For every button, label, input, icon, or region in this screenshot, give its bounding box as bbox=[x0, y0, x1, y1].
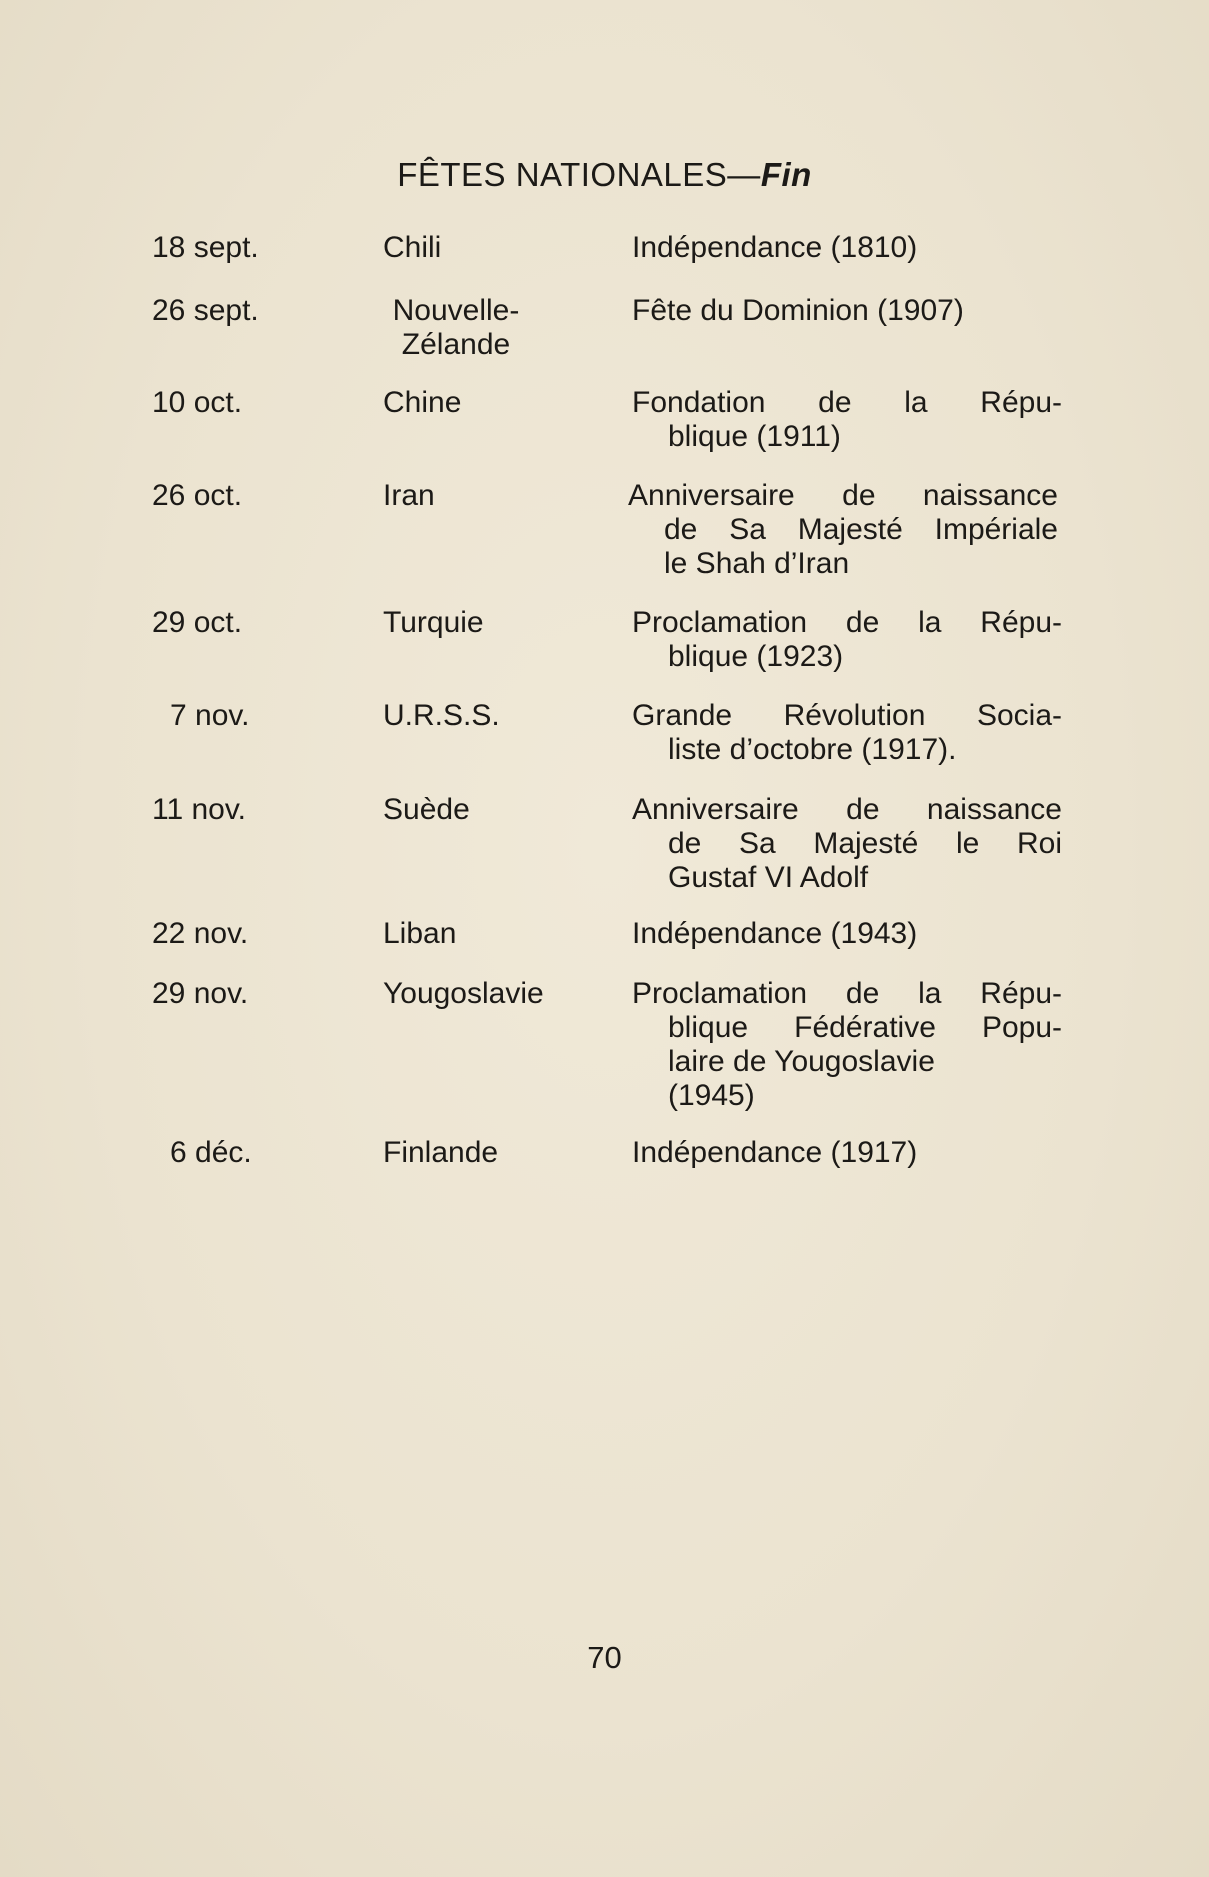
row-event bbox=[632, 1136, 1062, 1170]
event-line: Fondation de la Répu- bbox=[632, 386, 1062, 419]
event-line: de Sa Majesté Impériale bbox=[664, 513, 1058, 546]
row-date: 18 sept. bbox=[152, 231, 259, 264]
event-line: liste d’octobre (1917). bbox=[668, 733, 957, 766]
row-country: Chine bbox=[383, 386, 462, 419]
row-date: 29 oct. bbox=[152, 606, 243, 639]
event-line: Gustaf VI Adolf bbox=[668, 861, 869, 894]
event-line: Proclamation de la Répu- bbox=[632, 606, 1062, 639]
row-date: 7 nov. bbox=[170, 699, 250, 732]
row-event bbox=[632, 606, 1062, 674]
event-line: Indépendance (1810) bbox=[632, 231, 918, 264]
row-date: 6 déc. bbox=[170, 1136, 252, 1169]
page-title bbox=[0, 156, 1209, 194]
row-country: Suède bbox=[383, 793, 470, 826]
event-line: de Sa Majesté le Roi bbox=[668, 827, 1062, 860]
row-country: Yougoslavie bbox=[383, 977, 544, 1010]
page-title-main: FÊTES NATIONALES— bbox=[397, 156, 761, 193]
row-country: Nouvelle- Zélande bbox=[392, 294, 520, 361]
row-event bbox=[632, 977, 1062, 1113]
row-date: 11 nov. bbox=[152, 793, 246, 826]
row-event bbox=[632, 231, 1062, 265]
row-date: 29 nov. bbox=[152, 977, 249, 1010]
event-line: blique (1923) bbox=[668, 640, 844, 673]
row-country: Iran bbox=[383, 479, 435, 512]
event-line: Fête du Dominion (1907) bbox=[632, 294, 964, 327]
event-line: Anniversaire de naissance bbox=[628, 479, 1058, 512]
event-line: laire de Yougoslavie bbox=[668, 1045, 935, 1078]
row-event bbox=[632, 386, 1062, 454]
row-event bbox=[632, 917, 1062, 951]
row-event bbox=[632, 294, 1062, 328]
event-line: (1945) bbox=[668, 1079, 755, 1112]
row-date: 22 nov. bbox=[152, 917, 249, 950]
row-date: 26 oct. bbox=[152, 479, 243, 512]
event-line: Proclamation de la Répu- bbox=[632, 977, 1062, 1010]
event-line: blique (1911) bbox=[668, 420, 841, 453]
event-line: Grande Révolution Socia- bbox=[632, 699, 1062, 732]
row-country: Finlande bbox=[383, 1136, 499, 1169]
row-country: U.R.S.S. bbox=[383, 699, 500, 732]
row-country: Liban bbox=[383, 917, 457, 950]
event-line: blique Fédérative Popu- bbox=[668, 1011, 1062, 1044]
event-line: Indépendance (1917) bbox=[632, 1136, 918, 1169]
page-number: 70 bbox=[587, 1640, 622, 1675]
row-date: 26 sept. bbox=[152, 294, 259, 327]
event-line: le Shah d’Iran bbox=[664, 547, 850, 580]
event-line: Indépendance (1943) bbox=[632, 917, 918, 950]
row-country: Turquie bbox=[383, 606, 484, 639]
row-country: Chili bbox=[383, 231, 442, 264]
row-event bbox=[632, 699, 1062, 767]
event-line: Anniversaire de naissance bbox=[632, 793, 1062, 826]
row-date: 10 oct. bbox=[152, 386, 243, 419]
row-event bbox=[632, 793, 1062, 895]
page-title-suffix: Fin bbox=[760, 156, 812, 193]
row-event bbox=[628, 479, 1058, 581]
